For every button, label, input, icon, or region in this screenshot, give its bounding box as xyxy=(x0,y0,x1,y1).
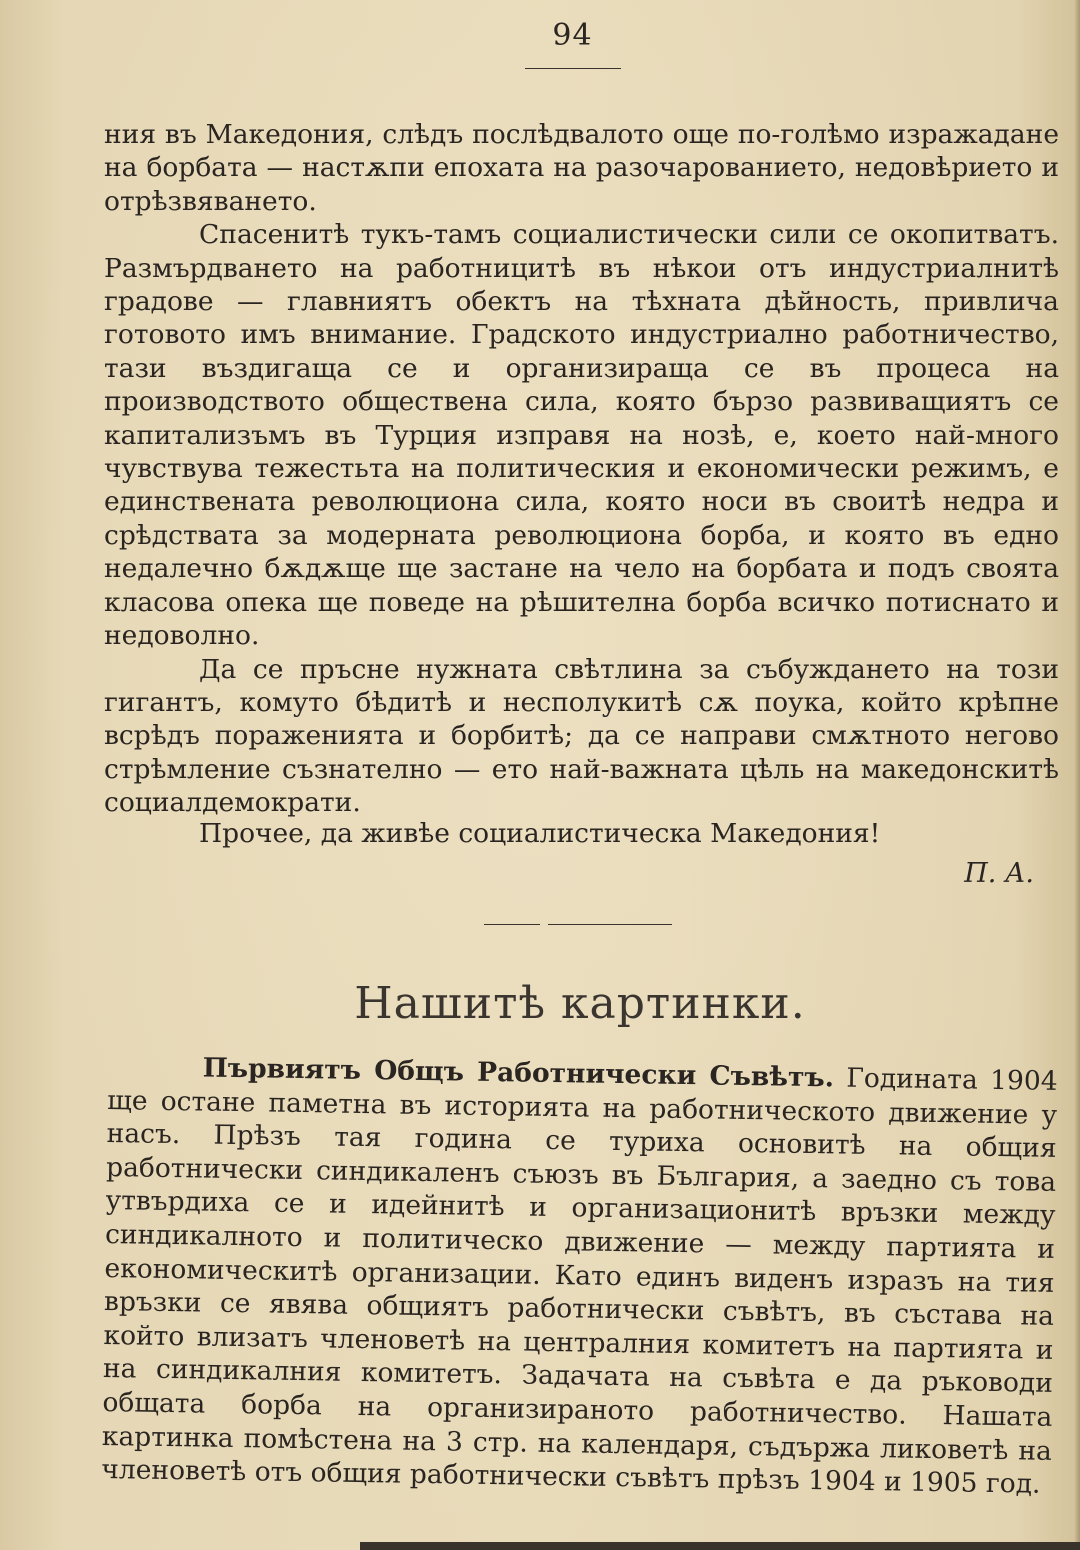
page-number: 94 xyxy=(552,18,593,53)
closing-salute: Прочее, да живѣе социалистическа Македония! xyxy=(199,818,881,849)
paragraph: Да се пръсне нужната свѣтлина за събуждането на този гигантъ, комуто бѣдитѣ и несполукитѣ сѫ поука, който крѣпне всрѣдъ пораженията и борбитѣ; да се направи смѫтното негово стрѣмление съзнателно — ето най-важната цѣль на македонскитѣ социалдемократи. xyxy=(104,653,1059,819)
section-title: Нашитѣ картинки. xyxy=(354,978,806,1029)
section-divider xyxy=(484,924,540,925)
paragraph-continued: ния въ Македония, слѣдъ послѣдвалото още по-голѣмо изражадане на борбата — настѫпи епохата на разочарованието, недовѣрието и отрѣзвяването. xyxy=(104,119,1059,217)
header-rule xyxy=(525,68,621,69)
page-edge-shadow xyxy=(1074,0,1080,1550)
paragraph xyxy=(101,1050,1058,1502)
article-body: Годината 1904 ще остане паметна въ историята на работническото движение у насъ. Прѣзъ тая година се туриха основитѣ на общия работнически синдикаленъ съюзъ въ България, а заедно съ това утвърдиха се и идейнитѣ и организационитѣ връзки между синдикалното и политическо движение — между партията и економическитѣ организации. Като единъ виденъ изразъ на тия връзки се явява общиятъ работнически съвѣтъ, въ състава на който влизатъ членоветѣ на централния комитетъ на партията и на синдикалния комитетъ. Задачата на съвѣта е да ръководи общата борба на организираното работничество. Нашата картинка помѣстена на 3 стр. на календаря, съдържа ликоветѣ на членоветѣ отъ общия работнически съвѣтъ прѣзъ 1904 и 1905 год. xyxy=(101,1062,1058,1500)
paragraph: Спасенитѣ тукъ-тамъ социалистически сили се окопитватъ. Размърдването на работницитѣ въ нѣкои отъ индустриалнитѣ градове — главниятъ обектъ на тѣхната дѣйность, привлича готовото имъ внимание. Градското индустриално работничество, тази въздигаща се и организираща се въ процеса на производството обществена сила, която бързо развиващиятъ се капитализъмъ въ Турция изправя на нозѣ, е, което най-много чувствува тежестьта на политическия и економически режимъ, е единствената революциона сила, която носи въ своитѣ недра и срѣдствата за модерната революциона борба, и която въ едно недалечно бѫдѫще ще застане на чело на борбата и подъ своята класова опека ще поведе на рѣшителна борба всичко потиснато и недоволно. xyxy=(104,219,1059,652)
scan-border xyxy=(360,1542,1080,1550)
picture-article xyxy=(101,1050,1058,1502)
article-lead: Първиятъ Общъ Работнически Съвѣтъ. xyxy=(202,1052,835,1094)
article-end xyxy=(104,118,1059,820)
section-divider xyxy=(548,924,672,925)
author-signature: П. А. xyxy=(964,858,1034,889)
